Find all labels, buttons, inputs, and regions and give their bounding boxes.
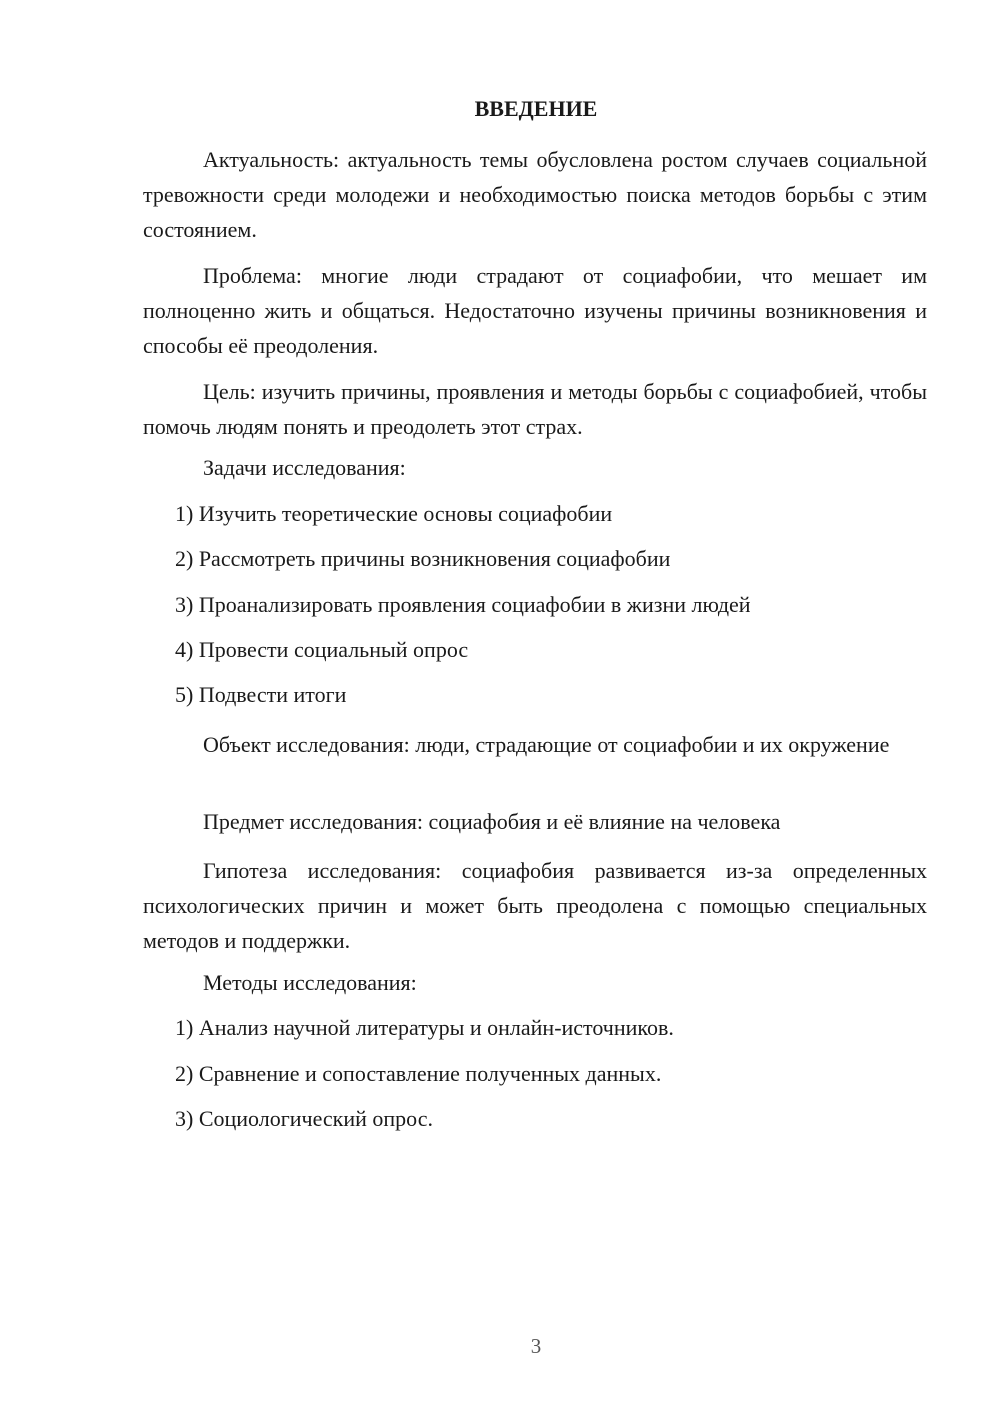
- object-paragraph: Объект исследования: люди, страдающие от социафобии и их окружение: [203, 732, 890, 757]
- method-item: 1) Анализ научной литературы и онлайн-источников.: [175, 1015, 674, 1040]
- task-item: 3) Проанализировать проявления социафобии в жизни людей: [175, 592, 751, 617]
- goal-paragraph: Цель: изучить причины, проявления и методы борьбы с социафобией, чтобы помочь людям понять и преодолеть этот страх.: [143, 379, 927, 439]
- methods-title: Методы исследования:: [203, 970, 417, 995]
- subject-line: Предмет исследования: социафобия и её влияние на человека: [203, 809, 781, 834]
- task-item: 4) Провести социальный опрос: [175, 637, 469, 662]
- page-title: ВВЕДЕНИЕ: [474, 96, 598, 121]
- task-item: 5) Подвести итоги: [175, 682, 347, 707]
- method-item: 3) Социологический опрос.: [175, 1106, 433, 1131]
- problem-paragraph: Проблема: многие люди страдают от социафобии, что мешает им полноценно жить и общаться. Недостаточно изучены причины возникновения и способы её преодоления.: [143, 263, 927, 358]
- hypothesis-paragraph: Гипотеза исследования: социафобия развивается из-за определенных психологических причин и может быть преодолена с помощью специальных методов и поддержки.: [143, 858, 927, 953]
- task-item: 1) Изучить теоретические основы социафобии: [175, 501, 613, 526]
- method-item: 2) Сравнение и сопоставление полученных данных.: [175, 1061, 662, 1086]
- page-number: 3: [530, 1334, 542, 1358]
- task-item: 2) Рассмотреть причины возникновения социафобии: [175, 546, 671, 571]
- tasks-title: Задачи исследования:: [203, 455, 406, 480]
- actuality-paragraph: Актуальность: актуальность темы обусловлена ростом случаев социальной тревожности среди молодежи и необходимостью поиска методов борьбы с этим состоянием.: [143, 147, 927, 242]
